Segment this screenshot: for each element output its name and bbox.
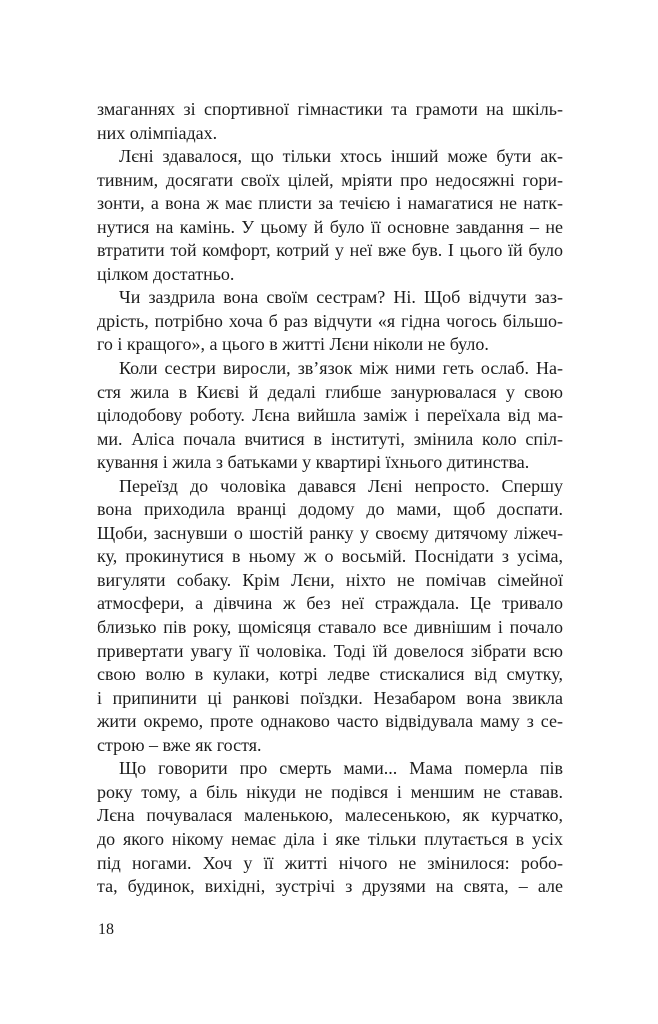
- text-line: близько пів року, щомісяця ставало все дивнішим і почало: [97, 617, 563, 638]
- text-line: Лєні здавалося, що тільки хтось інший може бути ак-: [119, 146, 563, 167]
- text-line: Лєна почувалася маленькою, малесенькою, як курчатко,: [97, 805, 563, 826]
- paragraph: [97, 757, 563, 898]
- text-line: вигуляти собаку. Крім Лєни, ніхто не помічав сімейної: [97, 569, 563, 590]
- text-line: нутися на камінь. У цьому й було її основне завдання – не: [97, 216, 563, 237]
- page-number: 18: [98, 921, 114, 938]
- text-line: кування і жила з батьками у квартирі їхнього дитинства.: [97, 452, 530, 473]
- text-line: жити окремо, проте однаково часто відвідувала маму з се-: [97, 711, 563, 732]
- text-line: стя жила в Києві й дедалі глибше занурювалася у свою: [97, 381, 563, 402]
- text-line: зонти, а вона ж має плисти за течією і намагатися не натк-: [97, 193, 563, 214]
- text-line: ку, прокинутися в ньому ж о восьмій. Поснідати з усіма,: [97, 546, 563, 567]
- text-line: строю – вже як гостя.: [97, 734, 262, 755]
- text-line: ми. Аліса почала вчитися в інституті, змінила коло спіл-: [97, 428, 563, 449]
- paragraph: [97, 145, 563, 286]
- text-line: дрість, потрібно хоча б раз відчути «я гідна чогось більшо-: [97, 310, 563, 331]
- text-line: тивним, досягати своїх цілей, мріяти про недосяжні гори-: [97, 169, 563, 190]
- text-line: під ногами. Хоч у її житті нічого не змінилося: робо-: [97, 852, 563, 873]
- text-block: [97, 98, 563, 899]
- text-line: року тому, а біль нікуди не подівся і меншим не ставав.: [97, 781, 563, 802]
- paragraph: [97, 357, 563, 475]
- paragraph: [97, 98, 563, 145]
- paragraph: [97, 475, 563, 758]
- text-line: цілком достатньо.: [97, 263, 235, 284]
- text-line: Чи заздрила вона своїм сестрам? Ні. Щоб відчути заз-: [119, 287, 563, 308]
- text-line: Щоби, заснувши о шостій ранку у своєму дитячому ліжеч-: [97, 522, 563, 543]
- text-line: змаганнях зі спортивної гімнастики та грамоти на шкіль-: [97, 99, 563, 119]
- text-line: Що говорити про смерть мами... Мама померла пів: [119, 758, 563, 779]
- text-line: них олімпіадах.: [97, 122, 218, 143]
- text-line: атмосфери, а дівчина ж без неї страждала. Це тривало: [97, 593, 563, 614]
- text-line: до якого нікому немає діла і яке тільки плутається в усіх: [97, 828, 563, 849]
- paragraph: [97, 286, 563, 357]
- text-line: втратити той комфорт, котрий у неї вже був. І цього їй було: [97, 240, 563, 261]
- text-line: свою волю в кулаки, котрі ледве стискалися від смутку,: [97, 664, 563, 685]
- text-line: цілодобову роботу. Лєна вийшла заміж і переїхала від ма-: [97, 405, 563, 426]
- text-line: і припинити ці ранкові поїздки. Незабаром вона звикла: [97, 687, 563, 708]
- text-line: го і кращого», а цього в житті Лєни ніколи не було.: [97, 334, 489, 355]
- text-line: Коли сестри виросли, зв’язок між ними геть ослаб. На-: [119, 358, 563, 379]
- text-line: вона приходила вранці додому до мами, щоб доспати.: [97, 499, 563, 520]
- text-line: та, будинок, вихідні, зустрічі з друзями на свята, – але: [97, 876, 563, 897]
- text-line: Переїзд до чоловіка давався Лєні непросто. Спершу: [119, 475, 563, 496]
- text-line: привертати увагу її чоловіка. Тоді їй довелося зібрати всю: [97, 640, 563, 661]
